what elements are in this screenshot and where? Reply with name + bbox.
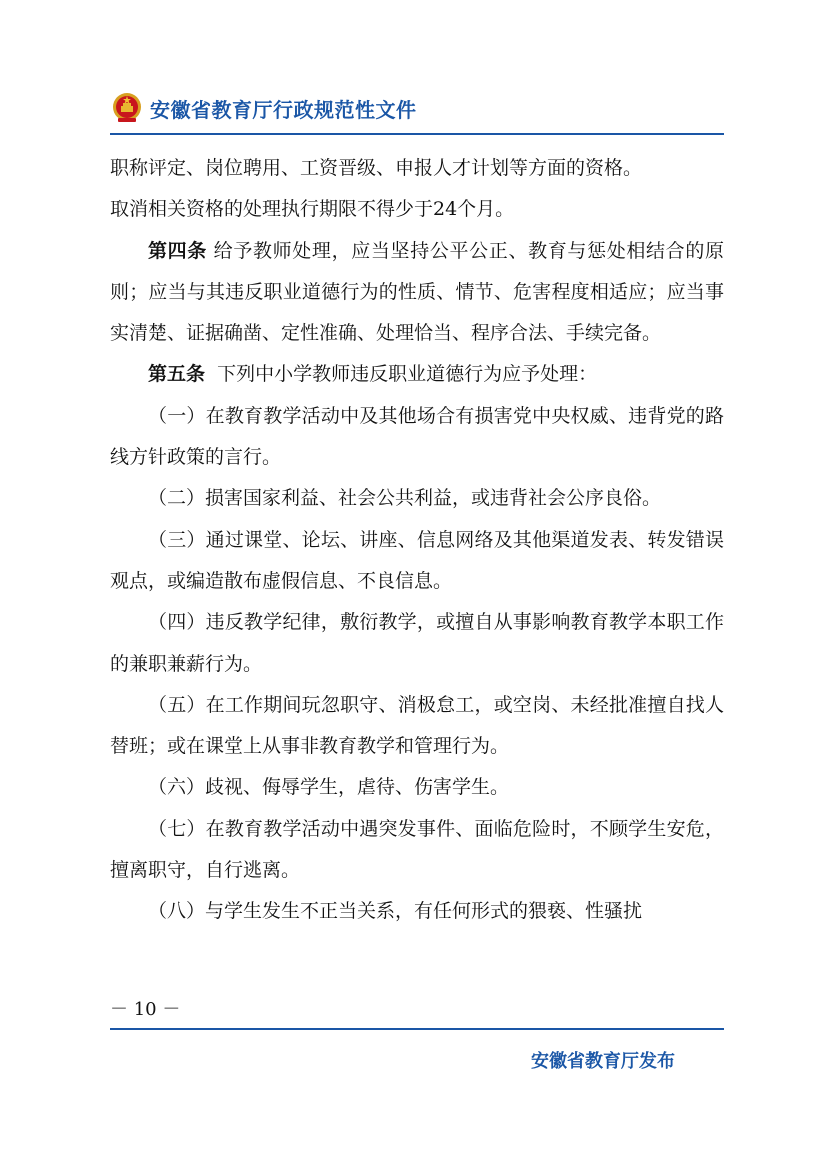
list-item: （四）违反教学纪律，敷衍教学，或擅自从事影响教育教学本职工作的兼职兼薪行为。 — [110, 611, 724, 675]
list-item: （六）歧视、侮辱学生，虐待、伤害学生。 — [148, 776, 510, 799]
article-5 — [110, 354, 724, 395]
list-item: （七）在教育教学活动中遇突发事件、面临危险时，不顾学生安危，擅离职守，自行逃离。 — [110, 817, 724, 882]
national-emblem-icon — [110, 91, 144, 125]
page-number: － 10 － — [110, 999, 181, 1020]
header — [110, 88, 417, 128]
article-5-text: 下列中小学教师违反职业道德行为应予处理： — [217, 363, 598, 386]
header-divider — [110, 133, 724, 135]
list-item: （八）与学生发生不正当关系，有任何形式的猥亵、性骚扰 — [148, 900, 643, 923]
paragraph-continuation-line-2: 取消相关资格的处理执行期限不得少于24个月。 — [110, 198, 515, 221]
header-title: 安徽省教育厅行政规范性文件 — [150, 97, 417, 122]
list-item: （二）损害国家利益、社会公共利益，或违背社会公序良俗。 — [148, 487, 662, 510]
list-item: （五）在工作期间玩忽职守、消极怠工，或空岗、未经批准擅自找人替班；或在课堂上从事非教育教学和管理行为。 — [110, 693, 724, 758]
paragraph-continuation-line-1: 职称评定、岗位聘用、工资晋级、申报人才计划等方面的资格。 — [110, 157, 643, 179]
footer-divider — [110, 1028, 724, 1030]
list-item: （一）在教育教学活动中及其他场合有损害党中央权威、违背党的路线方针政策的言行。 — [110, 404, 724, 469]
footer-publisher: 安徽省教育厅发布 — [531, 1051, 675, 1072]
document-body — [110, 148, 724, 933]
list-item: （三）通过课堂、论坛、讲座、信息网络及其他渠道发表、转发错误观点，或编造散布虚假信息、不良信息。 — [110, 528, 724, 592]
article-4-label: 第四条 — [148, 239, 207, 262]
article-4-text: 给予教师处理，应当坚持公平公正、教育与惩处相结合的原则；应当与其违反职业道德行为的性质、情节、危害程度相适应；应当事实清楚、证据确凿、定性准确、处理恰当、程序合法、手续完备。 — [110, 239, 724, 345]
article-4 — [110, 231, 724, 355]
article-5-label: 第五条 — [148, 363, 206, 386]
